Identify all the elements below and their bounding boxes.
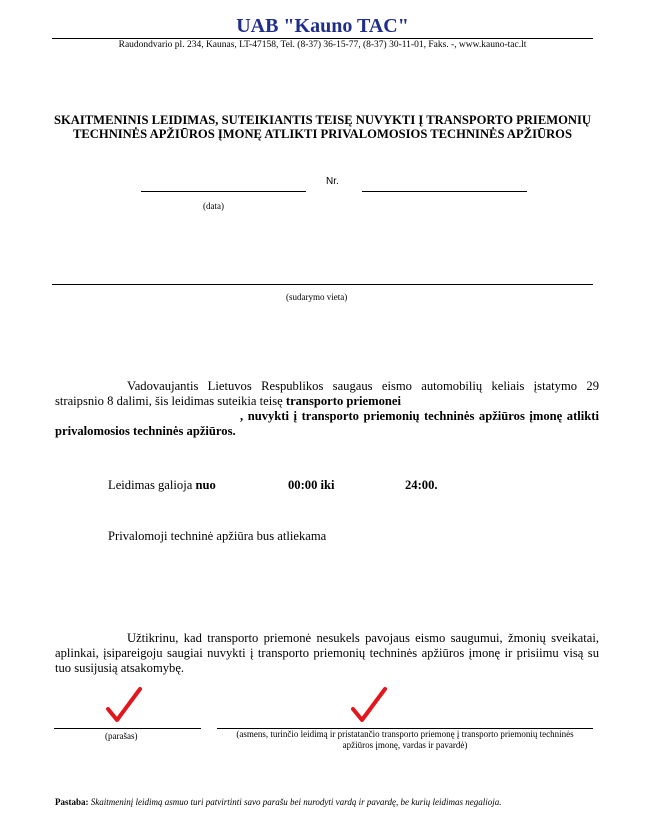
responsibility-text: Užtikrinu, kad transporto priemonė nesukels pavojaus eismo saugumui, žmonių sveikatai, aplinkai, įsipareigoju saugiai nuvykti į transporto priemonių techninės apžiūros įmonę ir prisiimu visą su tuo susijusią atsakomybę. bbox=[55, 631, 599, 675]
name-check-icon bbox=[349, 685, 389, 725]
company-name: UAB "Kauno TAC" bbox=[236, 15, 409, 37]
signature-line[interactable] bbox=[54, 728, 201, 729]
validity-time-start: 00:00 iki bbox=[288, 478, 335, 492]
footer-note bbox=[55, 797, 501, 807]
signature-caption: (parašas) bbox=[105, 731, 138, 741]
title-line-2: TECHNINĖS APŽIŪROS ĮMONĘ ATLIKTI PRIVALOMOSIOS TECHNINĖS APŽIŪROS bbox=[73, 127, 572, 141]
inspection-text: Privalomoji techninė apžiūra bus atliekama bbox=[108, 529, 327, 543]
note-text: Skaitmeninį leidimą asmuo turi patvirtinti savo parašu bei nurodyti vardą ir pavardę, be kurių leidimas negalioja. bbox=[90, 797, 502, 807]
validity-label: Leidimas galioja nuo bbox=[108, 478, 216, 492]
date-line[interactable] bbox=[141, 191, 306, 192]
nr-line[interactable] bbox=[362, 191, 527, 192]
document-title bbox=[30, 113, 615, 141]
date-caption: (data) bbox=[203, 201, 224, 211]
place-caption: (sudarymo vieta) bbox=[286, 292, 348, 302]
permission-text: Vadovaujantis Lietuvos Respublikos saugaus eismo automobilių keliais įstatymo 29 straipsnio 8 dalimi, šis leidimas suteikia teisę bbox=[55, 379, 599, 408]
header-divider bbox=[52, 38, 593, 39]
title-line-1: SKAITMENINIS LEIDIMAS, SUTEIKIANTIS TEISĘ NUVYKTI Į TRANSPORTO PRIEMONIŲ bbox=[53, 113, 592, 127]
place-line[interactable] bbox=[52, 284, 593, 285]
note-label: Pastaba: bbox=[55, 797, 89, 807]
signature-check-icon bbox=[104, 685, 144, 725]
responsibility-paragraph bbox=[55, 631, 599, 676]
nr-label: Nr. bbox=[326, 176, 339, 187]
permission-purpose: , nuvykti į transporto priemonių techninės apžiūros įmonę atlikti privalomosios techninės apžiūros. bbox=[55, 409, 599, 438]
name-caption: (asmens, turinčio leidimą ir pristatančio transporto priemonę į transporto priemonių techninės apžiūros įmonę, vardas ir pavardė) bbox=[236, 729, 574, 750]
permission-paragraph bbox=[55, 379, 599, 439]
validity-time-end: 24:00. bbox=[405, 478, 438, 492]
validity-from: nuo bbox=[195, 478, 216, 492]
vehicle-label: transporto priemonei bbox=[285, 394, 401, 408]
company-address: Raudondvario pl. 234, Kaunas, LT-47158, Tel. (8-37) 36-15-77, (8-37) 30-11-01, Faks. -, www.kauno-tac.lt bbox=[118, 40, 527, 50]
